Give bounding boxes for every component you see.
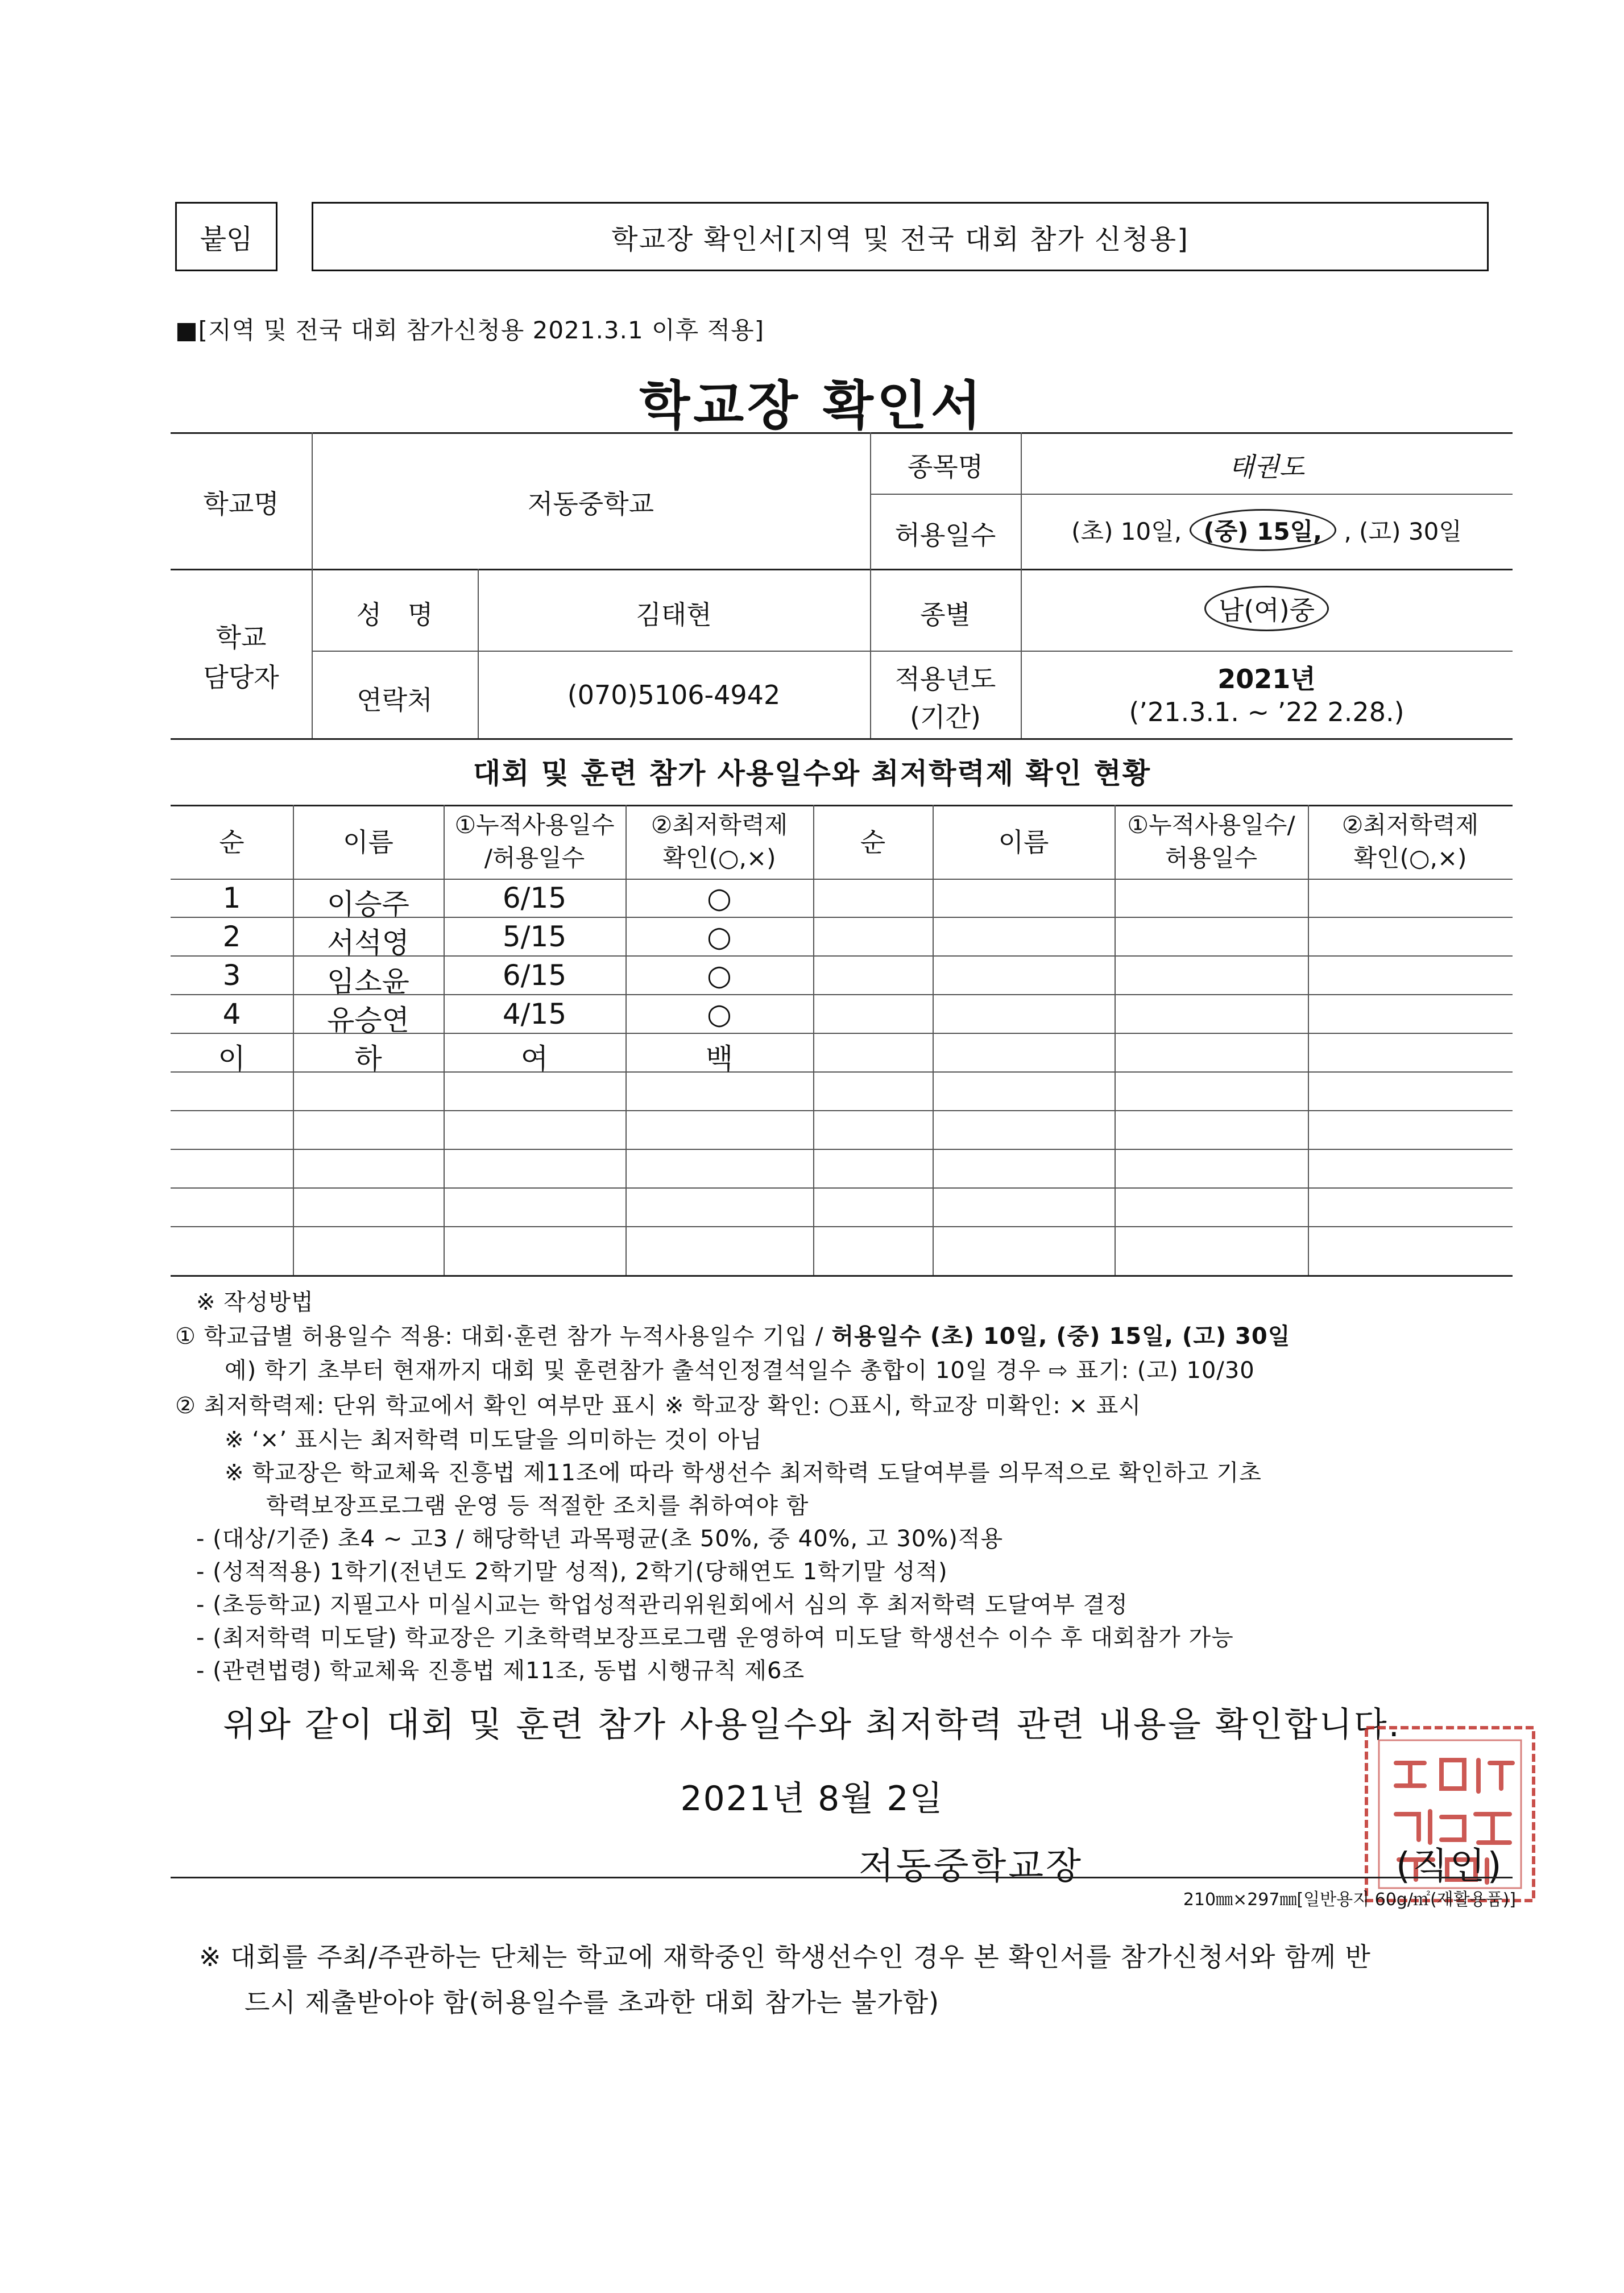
note-4-line2: 학력보장프로그램 운영 등 적절한 조치를 취하여야 함 xyxy=(266,1493,809,1519)
note-1-text: ① 학교급별 허용일수 적용: 대회·훈련 참가 누적사용일수 기입 / xyxy=(175,1323,832,1350)
note-9: - (관련법령) 학교체육 진흥법 제11조, 동법 시행규칙 제6조 xyxy=(196,1658,805,1684)
info-table-line xyxy=(870,494,1513,495)
allowed-days-separator: , xyxy=(1344,518,1352,545)
row-3-no: 3 xyxy=(222,959,241,992)
status-header-check-line2: 확인(○,×) xyxy=(662,844,776,872)
note-5: - (대상/기준) 초4 ~ 고3 / 해당학년 과목평균(초 50%, 중 40%, 고 30%)적용 xyxy=(196,1526,1004,1552)
row-2-check: ○ xyxy=(707,920,732,953)
status-header-days-line1: ①누적사용일수 xyxy=(454,811,615,839)
notes-heading: ※ 작성방법 xyxy=(196,1289,314,1315)
year-label-line2: (기간) xyxy=(910,702,981,732)
note-6: - (성적적용) 1학기(전년도 2학기말 성적), 2학기(당해연도 1학기말 성적) xyxy=(196,1559,948,1585)
note-3: ※ ‘×’ 표시는 최저학력 미도달을 의미하는 것이 아님 xyxy=(225,1427,763,1453)
row-4-check: ○ xyxy=(707,998,732,1030)
status-header-check-line1: ②최저학력제 xyxy=(651,811,788,839)
row-3-check: ○ xyxy=(707,959,732,992)
status-header-days-right xyxy=(1115,809,1308,875)
status-section-title: 대회 및 훈련 참가 사용일수와 최저학력제 확인 현황 xyxy=(473,757,1151,790)
school-name-value: 저동중학교 xyxy=(527,489,654,519)
contact-value: (070)5106-4942 xyxy=(567,680,781,710)
allowed-days-elementary: (초) 10일, xyxy=(1071,518,1182,545)
status-header-days-right-line2: 허용일수 xyxy=(1165,844,1258,872)
status-table-bottom-border xyxy=(171,1275,1513,1277)
allowed-days-value xyxy=(1021,509,1513,551)
status-header-days-right-line1: ①누적사용일수/ xyxy=(1127,811,1295,839)
row-4-name: 유승연 xyxy=(327,1004,409,1037)
info-table-top-border xyxy=(171,432,1513,434)
row-3-days: 6/15 xyxy=(502,959,567,992)
footer-divider xyxy=(171,1877,1513,1878)
row-5-name: 하 xyxy=(354,1042,382,1075)
footer-note-line1: ※ 대회를 주최/주관하는 단체는 학교에 재학중인 학생선수인 경우 본 확인서를 참가신청서와 함께 반 xyxy=(199,1942,1371,1972)
row-3-name: 임소윤 xyxy=(327,965,409,998)
info-table-divider xyxy=(171,569,1513,570)
sport-label: 종목명 xyxy=(907,452,984,482)
status-header-no: 순 xyxy=(219,827,245,858)
info-table-bottom-border xyxy=(171,738,1513,740)
status-header-check-right xyxy=(1308,809,1513,875)
status-table-top-border xyxy=(171,805,1513,806)
status-header-check-right-line2: 확인(○,×) xyxy=(1353,844,1467,872)
document-box-title: 학교장 확인서[지역 및 전국 대회 참가 신청용] xyxy=(312,202,1489,271)
status-header-days xyxy=(444,809,625,875)
year-value: 2021년 xyxy=(1217,664,1316,694)
attachment-label: 붙임 xyxy=(175,202,277,271)
gender-value-circled: 남(여)중 xyxy=(1204,586,1329,631)
status-row-line xyxy=(171,1226,1513,1227)
allowed-days-high: (고) 30일 xyxy=(1359,518,1462,545)
row-1-name: 이승주 xyxy=(327,888,409,921)
period-value: (’21.3.1. ~ ’22 2.28.) xyxy=(1129,697,1405,727)
paper-spec: 210㎜×297㎜[일반용지 60g/㎡(재활용품)] xyxy=(1183,1890,1516,1910)
apply-note: ■[지역 및 전국 대회 참가신청용 2021.3.1 이후 적용] xyxy=(175,316,765,344)
status-row-line xyxy=(171,1149,1513,1150)
row-5-check: 백 xyxy=(705,1042,734,1075)
year-label-line1: 적용년도 xyxy=(894,664,996,694)
allowed-days-label: 허용일수 xyxy=(894,520,996,551)
contact-label: 연락처 xyxy=(357,685,433,715)
status-row-line xyxy=(171,1110,1513,1111)
manager-label-line1: 학교 xyxy=(216,622,267,653)
row-5-days: 여 xyxy=(520,1042,549,1075)
row-2-days: 5/15 xyxy=(502,920,567,953)
sport-value: 태권도 xyxy=(1228,452,1305,482)
status-header-name: 이름 xyxy=(343,827,393,858)
status-header-name-right: 이름 xyxy=(998,827,1049,858)
status-table-header-line xyxy=(171,879,1513,880)
note-2: ② 최저학력제: 단위 학교에서 확인 여부만 표시 ※ 학교장 확인: ○표시, 학교장 미확인: × 표시 xyxy=(175,1393,1142,1419)
gender-label: 종별 xyxy=(920,599,971,630)
status-header-days-line2: /허용일수 xyxy=(484,844,585,872)
principal-name: 저동중학교장 xyxy=(859,1845,1083,1888)
row-4-days: 4/15 xyxy=(502,998,567,1030)
row-1-no: 1 xyxy=(222,881,241,914)
name-label: 성 명 xyxy=(356,599,433,630)
status-table-vline xyxy=(813,805,814,1275)
status-header-check xyxy=(625,809,813,875)
signature-date: 2021년 8월 2일 xyxy=(680,1779,944,1819)
row-2-name: 서석영 xyxy=(327,926,409,959)
status-table-vline xyxy=(1308,805,1309,1275)
confirmation-statement: 위와 같이 대회 및 훈련 참가 사용일수와 최저학력 관련 내용을 확인합니다. xyxy=(223,1705,1401,1745)
manager-label-line2: 담당자 xyxy=(203,662,279,693)
status-table-vline xyxy=(933,805,934,1275)
status-header-no-right: 순 xyxy=(860,827,886,858)
status-row-line xyxy=(171,1187,1513,1189)
note-4-line1: ※ 학교장은 학교체육 진흥법 제11조에 따라 학생선수 최저학력 도달여부를 의무적으로 확인하고 기초 xyxy=(225,1460,1262,1486)
page-title: 학교장 확인서 xyxy=(639,375,985,436)
row-2-no: 2 xyxy=(222,920,241,953)
school-name-label: 학교명 xyxy=(203,489,279,519)
footer-note-line2: 드시 제출받아야 함(허용일수를 초과한 대회 참가는 불가함) xyxy=(245,1987,940,2018)
status-header-check-right-line1: ②최저학력제 xyxy=(1341,811,1479,839)
info-table-line xyxy=(312,651,1513,652)
note-1-example: 예) 학기 초부터 현재까지 대회 및 훈련참가 출석인정결석일수 총합이 10일 경우 ⇨ 표기: (고) 10/30 xyxy=(225,1357,1255,1384)
seal-label: (직인) xyxy=(1396,1845,1504,1888)
note-7: - (초등학교) 지필고사 미실시교는 학업성적관리위원회에서 심의 후 최저학력 도달여부 결정 xyxy=(196,1592,1128,1618)
row-5-no: 이 xyxy=(218,1042,246,1075)
gender-value xyxy=(1021,586,1513,631)
note-1-bold: 허용일수 (초) 10일, (중) 15일, (고) 30일 xyxy=(831,1323,1291,1350)
allowed-days-middle-circled: (중) 15일, xyxy=(1190,509,1337,551)
row-1-check: ○ xyxy=(707,881,732,914)
status-table-vline xyxy=(1115,805,1116,1275)
note-1 xyxy=(175,1318,1290,1351)
row-1-days: 6/15 xyxy=(502,881,567,914)
row-4-no: 4 xyxy=(222,998,241,1030)
name-value: 김태현 xyxy=(636,599,712,630)
note-8: - (최저학력 미도달) 학교장은 기초학력보장프로그램 운영하여 미도달 학생선수 이수 후 대회참가 가능 xyxy=(196,1625,1234,1651)
